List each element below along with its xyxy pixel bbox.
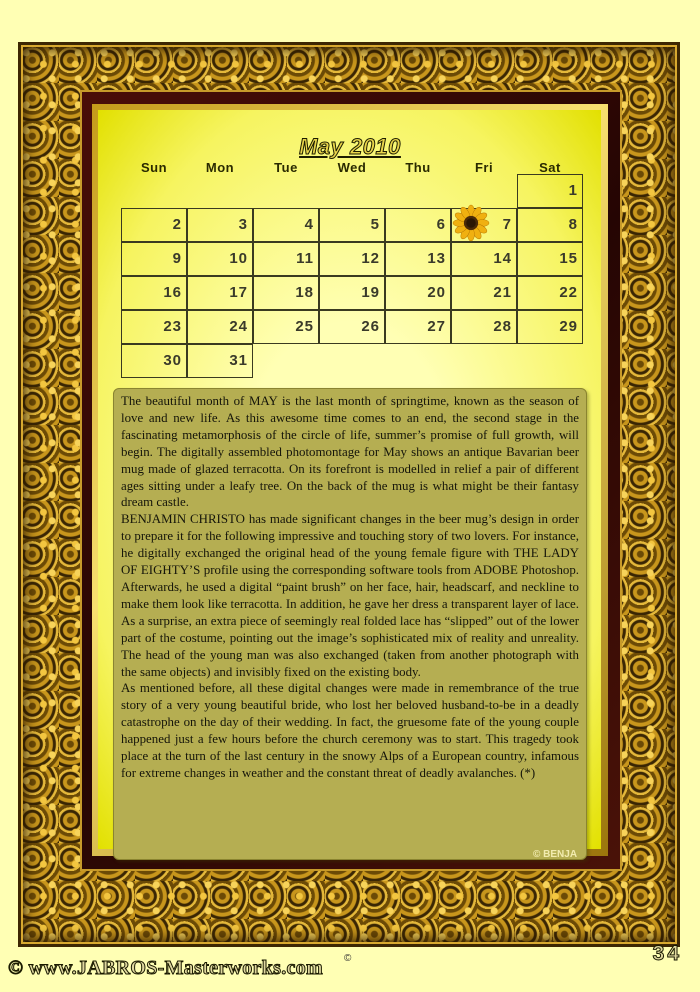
calendar-day-cell bbox=[253, 310, 319, 344]
calendar-day-cell bbox=[319, 276, 385, 310]
calendar-day-number: 21 bbox=[493, 284, 512, 301]
calendar-day-cell bbox=[319, 310, 385, 344]
calendar-day-number: 16 bbox=[163, 284, 182, 301]
calendar-day-number: 26 bbox=[361, 318, 380, 335]
calendar-day-number: 29 bbox=[559, 318, 578, 335]
calendar-day-cell bbox=[187, 242, 253, 276]
calendar-day-cell bbox=[451, 242, 517, 276]
calendar-day-cell bbox=[517, 276, 583, 310]
calendar-day-number: 9 bbox=[172, 250, 182, 267]
calendar-day-cell bbox=[121, 208, 187, 242]
story-paragraph: BENJAMIN CHRISTO has made significant changes in the beer mug’s design in order to prepare it for the following impressive and touching story of two lovers. For instance, he digitally exchanged the original head of the young female figure with THE LADY OF EIGHTY’S profile using the corresponding software tools from ADOBE Photoshop. Afterwards, he used a digital “paint brush” on her face, hair, headscarf, and neckline to make them look like terracotta. In addition, he gave her dress a transparent layer of lace. As a surprise, an extra piece of seemingly real folded lace has “slipped” out of the lower part of the costume, pointing out the image’s sophisticated mix of reality and unreality. The head of the young man was also exchanged (taken from another photograph with the same objects) and invisibly fixed on the existing body. bbox=[121, 512, 579, 679]
weekday-label-mon: Mon bbox=[205, 160, 235, 175]
calendar-day-number: 4 bbox=[304, 216, 314, 233]
weekday-label-sun: Sun bbox=[140, 160, 168, 175]
calendar-day-number: 10 bbox=[229, 250, 248, 267]
calendar-day-cell bbox=[385, 242, 451, 276]
calendar-day-number: 25 bbox=[295, 318, 314, 335]
calendar-day-number: 17 bbox=[229, 284, 248, 301]
sunflower-icon bbox=[452, 204, 490, 242]
calendar-day-number: 28 bbox=[493, 318, 512, 335]
calendar-day-cell bbox=[121, 344, 187, 378]
calendar-day-cell bbox=[451, 310, 517, 344]
calendar-day-cell bbox=[517, 242, 583, 276]
calendar-day-cell bbox=[451, 276, 517, 310]
weekday-label-sat: Sat bbox=[539, 160, 561, 175]
calendar-day-number: 11 bbox=[296, 250, 314, 267]
calendar-day-number: 19 bbox=[361, 284, 380, 301]
page-number: 34 bbox=[652, 942, 682, 965]
calendar-day-number: 3 bbox=[238, 216, 248, 233]
calendar-day-cell bbox=[187, 276, 253, 310]
calendar-day-number: 7 bbox=[502, 216, 512, 233]
weekday-label-thu: Thu bbox=[405, 160, 431, 175]
calendar-day-number: 30 bbox=[163, 352, 182, 369]
calendar-day-number: 12 bbox=[361, 250, 380, 267]
calendar-day-cell bbox=[187, 310, 253, 344]
calendar-day-number: 8 bbox=[568, 216, 578, 233]
calendar-day-cell bbox=[253, 208, 319, 242]
calendar-day-number: 15 bbox=[559, 250, 578, 267]
calendar-day-cell bbox=[121, 242, 187, 276]
calendar-day-cell bbox=[517, 174, 583, 208]
weekday-label-tue: Tue bbox=[274, 160, 298, 175]
artist-watermark: © BENJA bbox=[533, 849, 578, 860]
small-copyright-symbol: © bbox=[344, 953, 352, 964]
weekday-label-wed: Wed bbox=[337, 160, 367, 175]
story-paragraph: The beautiful month of MAY is the last month of springtime, known as the season of love and new life. As this awesome time comes to an end, the second stage in the fascinating metamorphosis of the circle of life, summer’s promise of full growth, will begin. The digitally assembled photomontage for May shows an antique Bavarian beer mug made of glazed terracotta. On its forefront is modelled in relief a pair of different ages sitting under a leafy tree. On the back of the mug is what might be their fantasy dream castle. bbox=[121, 394, 579, 510]
calendar-day-cell bbox=[385, 208, 451, 242]
calendar-day-number: 2 bbox=[172, 216, 182, 233]
calendar-title: May 2010 bbox=[299, 134, 401, 159]
calendar-day-cell bbox=[253, 276, 319, 310]
website-link[interactable]: © www.JABROS-Masterworks.com bbox=[8, 957, 323, 979]
calendar-day-cell bbox=[187, 208, 253, 242]
calendar-day-number: 13 bbox=[427, 250, 446, 267]
calendar-day-number: 18 bbox=[295, 284, 314, 301]
calendar-day-cell bbox=[385, 310, 451, 344]
calendar-day-cell bbox=[385, 276, 451, 310]
calendar-day-number: 23 bbox=[163, 318, 182, 335]
calendar-day-number: 20 bbox=[427, 284, 446, 301]
story-paragraph: As mentioned before, all these digital changes were made in remembrance of the true story of a very young beautiful bride, who lost her beloved husband-to-be in a deadly catastrophe on the day of their wedding. In fact, the gruesome fate of the young couple happened just a few hours before the church ceremony was to start. This tragedy took place at the turn of the last century in the snowy Alps of a European country, infamous for extreme changes in weather and the constant threat of deadly avalanches. (*) bbox=[121, 681, 579, 780]
calendar-day-number: 5 bbox=[370, 216, 380, 233]
calendar-day-cell bbox=[319, 242, 385, 276]
calendar-day-number: 24 bbox=[229, 318, 248, 335]
calendar-day-number: 27 bbox=[427, 318, 446, 335]
calendar-day-number: 22 bbox=[559, 284, 578, 301]
calendar-day-cell bbox=[517, 310, 583, 344]
weekday-label-fri: Fri bbox=[474, 160, 494, 175]
calendar-day-cell bbox=[121, 310, 187, 344]
calendar-day-cell bbox=[253, 242, 319, 276]
calendar-day-cell bbox=[319, 208, 385, 242]
calendar-day-number: 31 bbox=[229, 352, 248, 369]
calendar-day-number: 1 bbox=[568, 182, 578, 199]
calendar-day-cell bbox=[517, 208, 583, 242]
calendar-day-cell bbox=[121, 276, 187, 310]
calendar-day-number: 6 bbox=[436, 216, 446, 233]
calendar-day-number: 14 bbox=[493, 250, 512, 267]
calendar-day-cell bbox=[187, 344, 253, 378]
story-text-box bbox=[113, 388, 587, 860]
